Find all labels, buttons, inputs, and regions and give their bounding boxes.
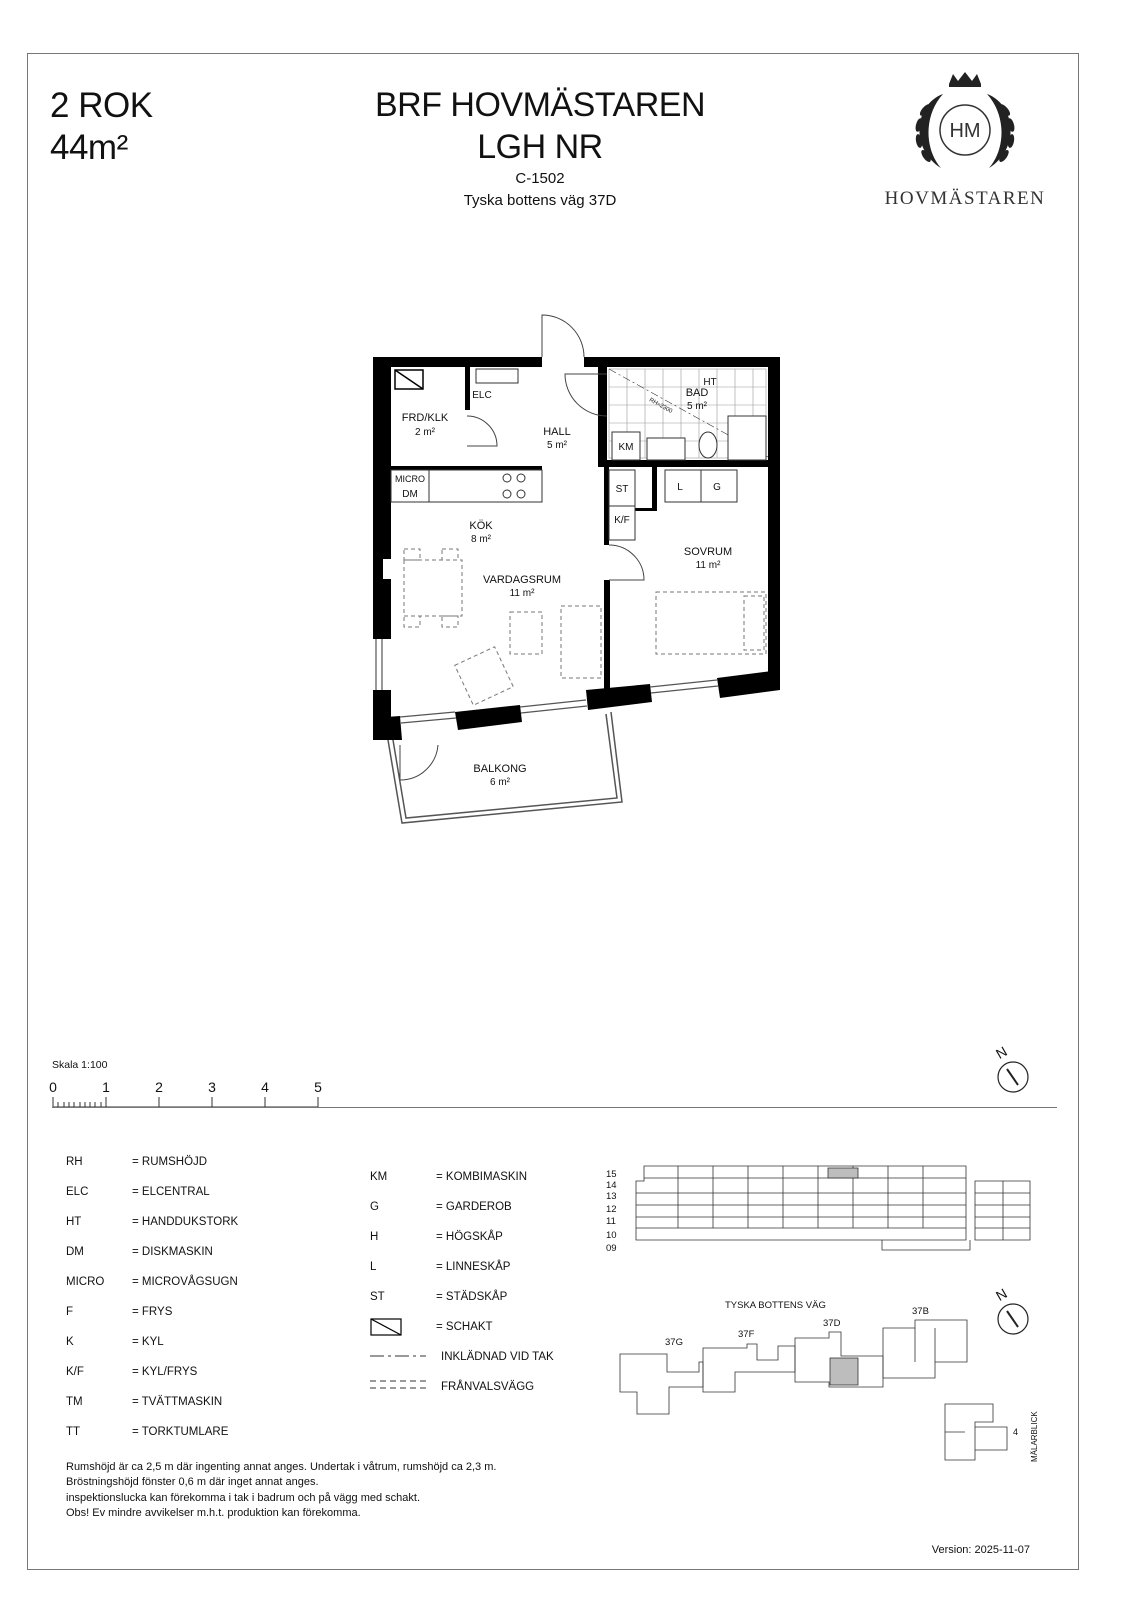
divider-line <box>52 1107 1057 1108</box>
scale-tick-3: 3 <box>208 1079 216 1095</box>
room-name-hall: HALL <box>543 426 571 438</box>
label-ht: HT <box>703 377 717 388</box>
scale-tick-4: 4 <box>261 1079 269 1095</box>
note-line: inspektionslucka kan förekomma i tak i badrum och på vägg med schakt. <box>66 1491 421 1504</box>
floor-label: 14 <box>606 1180 617 1191</box>
address: Tyska bottens väg 37D <box>463 192 617 209</box>
scale-tick-2: 2 <box>155 1079 163 1095</box>
interior-walls <box>391 367 778 690</box>
coffee-table <box>510 612 542 654</box>
room-name-vardagsrum: VARDAGSRUM <box>482 574 562 586</box>
furniture <box>404 549 766 705</box>
north-arrow-icon <box>985 1040 1035 1100</box>
street-name: TYSKA BOTTENS VÄG <box>725 1300 826 1311</box>
floor-label: 12 <box>606 1204 617 1215</box>
armchair <box>455 647 513 705</box>
double-bed <box>656 592 766 654</box>
version: Version: 2025-11-07 <box>931 1544 1030 1556</box>
fixtures <box>391 369 766 540</box>
room-name-sovrum: SOVRUM <box>683 546 733 558</box>
apartment-number: C-1502 <box>515 170 565 187</box>
scale-tick-0: 0 <box>49 1079 57 1095</box>
floor-plan <box>360 300 800 840</box>
shaft-icon <box>395 370 423 389</box>
room-area-kok: 8 m² <box>471 534 491 545</box>
sofa <box>561 606 601 678</box>
floor-label: 10 <box>606 1230 617 1241</box>
label-l: L <box>677 482 683 493</box>
sink <box>647 438 685 460</box>
scale-bar <box>45 1076 345 1116</box>
scale-tick-1: 1 <box>102 1079 110 1095</box>
notes <box>66 1460 586 1521</box>
building-37b: 37B <box>912 1306 929 1317</box>
room-area-balkong: 6 m² <box>490 777 510 788</box>
legend-column-2: KM = KOMBIMASKIN G = GARDEROB H = HÖGSKÅP L = LINNESKÅP ST = STÄDSKÅP = SCHAKT INKLÄDNAD VID TAK FRÅNVALSVÄGG <box>370 1171 554 1393</box>
building-37f: 37F <box>738 1329 755 1340</box>
room-area-sovrum: 11 m² <box>695 560 721 571</box>
north-label: N <box>993 1043 1010 1062</box>
dining-table <box>404 560 462 616</box>
room-name-balkong: BALKONG <box>473 763 527 775</box>
label-rh: RH≈2300 <box>647 397 674 415</box>
label-elc: ELC <box>472 390 492 401</box>
room-area-hall: 5 m² <box>547 440 567 451</box>
dashed-wall-icon <box>370 1379 426 1391</box>
label-km: KM <box>618 442 634 453</box>
linen-cabinet <box>665 470 701 502</box>
room-name-kok: KÖK <box>469 520 493 532</box>
label-g: G <box>713 482 721 493</box>
room-area-vardagsrum: 11 m² <box>509 588 535 599</box>
project-title: BRF HOVMÄSTAREN <box>374 86 705 124</box>
shower <box>728 416 766 460</box>
north-label: N <box>993 1285 1010 1304</box>
note-line: Rumshöjd är ca 2,5 m där ingenting annat anges. Undertak i våtrum, rumshöjd ca 2,3 m. <box>66 1461 497 1473</box>
highlighted-unit-elevation <box>828 1168 858 1178</box>
floor-label: 13 <box>606 1191 617 1202</box>
label-micro: MICRO <box>395 474 425 484</box>
label-kf: K/F <box>614 515 630 526</box>
scale-label: Skala 1:100 <box>52 1059 108 1071</box>
north-arrow-icon <box>985 1282 1035 1342</box>
note-line: Bröstningshöjd fönster 0,6 m där inget annat anges. <box>66 1476 319 1489</box>
note-line: Obs! Ev mindre avvikelser m.h.t. produktion kan förekomma. <box>66 1506 361 1519</box>
radiator <box>476 369 518 383</box>
building-37d: 37D <box>823 1318 841 1329</box>
room-area-bad: 5 m² <box>687 401 707 412</box>
label-st: ST <box>615 484 629 495</box>
scale-tick-5: 5 <box>314 1079 322 1095</box>
legend-column-1: RH = RUMSHÖJD ELC = ELCENTRAL HT = HANDDUKSTORK DM = DISKMASKIN MICRO = MICROVÅGSUGN F = FRYS K = KYL K/F = KYL/FRYS TM = TVÄTTMASKIN TT = TORKTUMLARE <box>66 1156 239 1438</box>
floor-label: 09 <box>606 1243 617 1254</box>
doors <box>400 315 644 780</box>
room-area-frd: 2 m² <box>415 427 435 438</box>
apartment-area: 44m² <box>50 128 128 167</box>
apartment-label: LGH NR <box>477 128 603 166</box>
view-label: MÄLARBLICK <box>1030 1411 1039 1462</box>
highlighted-building <box>830 1358 858 1385</box>
shaft-symbol-icon <box>370 1318 402 1336</box>
label-dm: DM <box>402 489 418 500</box>
room-name-frd: FRD/KLK <box>401 412 449 424</box>
building-elevation <box>600 1158 1040 1258</box>
floor-label: 15 <box>606 1169 617 1180</box>
room-count: 2 ROK <box>50 86 153 125</box>
logo-monogram: HM <box>949 120 981 142</box>
windows <box>376 639 718 723</box>
crown-icon <box>949 72 981 87</box>
building-37g: 37G <box>665 1337 683 1348</box>
floor-label: 11 <box>606 1216 616 1227</box>
room-name-bad: BAD <box>685 387 709 399</box>
dash-dot-line-icon <box>370 1352 426 1360</box>
kitchen-counter <box>429 470 542 502</box>
toilet <box>699 432 717 458</box>
logo-name: HOVMÄSTAREN <box>884 188 1046 209</box>
site-number: 4 <box>1013 1427 1019 1437</box>
